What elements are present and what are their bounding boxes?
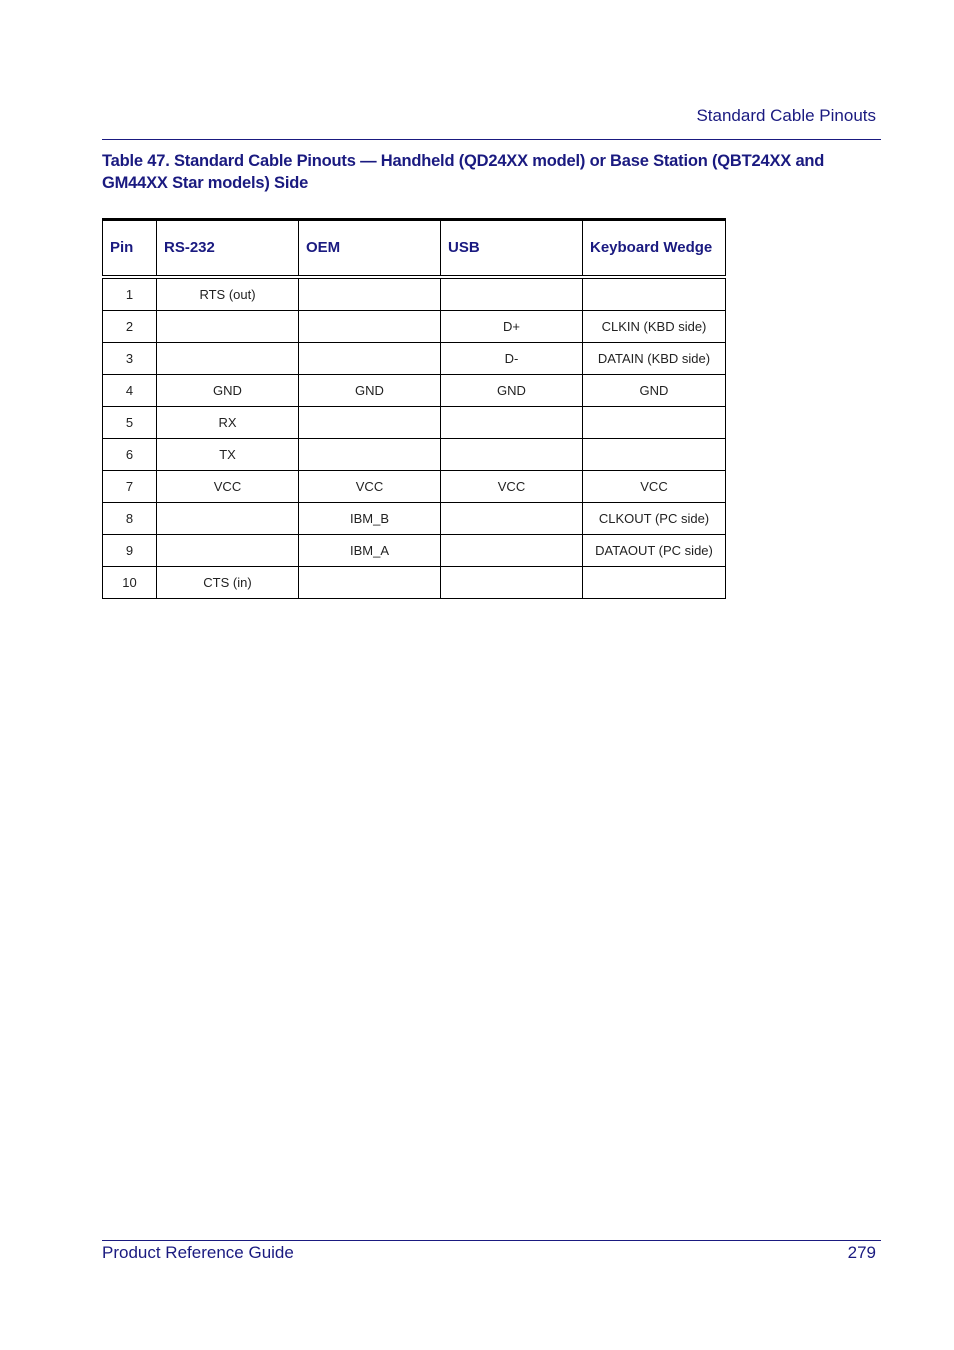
table-cell: IBM_B [299,503,441,535]
table-cell: 1 [103,277,157,311]
table-cell: CTS (in) [157,567,299,599]
table-row [103,311,726,343]
table-cell: IBM_A [299,535,441,567]
table-cell: DATAIN (KBD side) [583,343,726,375]
column-header-keyboard-wedge: Keyboard Wedge [583,220,726,278]
table-cell: 10 [103,567,157,599]
table-cell: DATAOUT (PC side) [583,535,726,567]
table-cell [157,503,299,535]
table-cell: RX [157,407,299,439]
table-cell: GND [583,375,726,407]
table-cell: VCC [583,471,726,503]
table-cell: VCC [299,471,441,503]
table-cell: D+ [441,311,583,343]
table-cell: TX [157,439,299,471]
table-cell: RTS (out) [157,277,299,311]
header-divider [102,139,881,140]
table-cell [441,567,583,599]
table-cell [157,311,299,343]
table-cell [441,439,583,471]
running-header: Standard Cable Pinouts [696,106,876,125]
table-title: Table 47. Standard Cable Pinouts — Handheld (QD24XX model) or Base Station (QBT24XX and GM44XX Star models) Side [102,152,825,192]
table-cell [583,407,726,439]
table-row [103,471,726,503]
column-header-pin: Pin [103,220,157,278]
table-cell [299,311,441,343]
table-cell: GND [299,375,441,407]
table-cell: CLKIN (KBD side) [583,311,726,343]
table-cell: 2 [103,311,157,343]
table-cell: D- [441,343,583,375]
table-row [103,567,726,599]
table-cell [441,407,583,439]
page-number: 279 [847,1243,876,1262]
table-cell [299,343,441,375]
table-row [103,439,726,471]
table-header-row [103,220,726,278]
table-cell: 6 [103,439,157,471]
table-cell: 8 [103,503,157,535]
table-row [103,503,726,535]
table-row [103,343,726,375]
table-cell [583,567,726,599]
table-cell [157,535,299,567]
table-cell: 4 [103,375,157,407]
table-cell [441,503,583,535]
table-cell: 9 [103,535,157,567]
table-row [103,375,726,407]
pinout-table [102,218,726,599]
table-cell: 7 [103,471,157,503]
table-row [103,407,726,439]
table-cell [157,343,299,375]
table-cell [583,277,726,311]
table-cell [299,407,441,439]
table-cell: GND [157,375,299,407]
table-cell [299,439,441,471]
table-cell [299,567,441,599]
table-cell [583,439,726,471]
table-cell [299,277,441,311]
table-cell [441,535,583,567]
column-header-oem: OEM [299,220,441,278]
table-row [103,277,726,311]
column-header-rs232: RS-232 [157,220,299,278]
table-cell: CLKOUT (PC side) [583,503,726,535]
table-row [103,535,726,567]
footer-divider [102,1240,881,1241]
table-cell: 3 [103,343,157,375]
table-cell [441,277,583,311]
footer-guide-name: Product Reference Guide [102,1243,294,1262]
column-header-usb: USB [441,220,583,278]
table-cell: GND [441,375,583,407]
table-cell: VCC [157,471,299,503]
table-cell: VCC [441,471,583,503]
table-cell: 5 [103,407,157,439]
